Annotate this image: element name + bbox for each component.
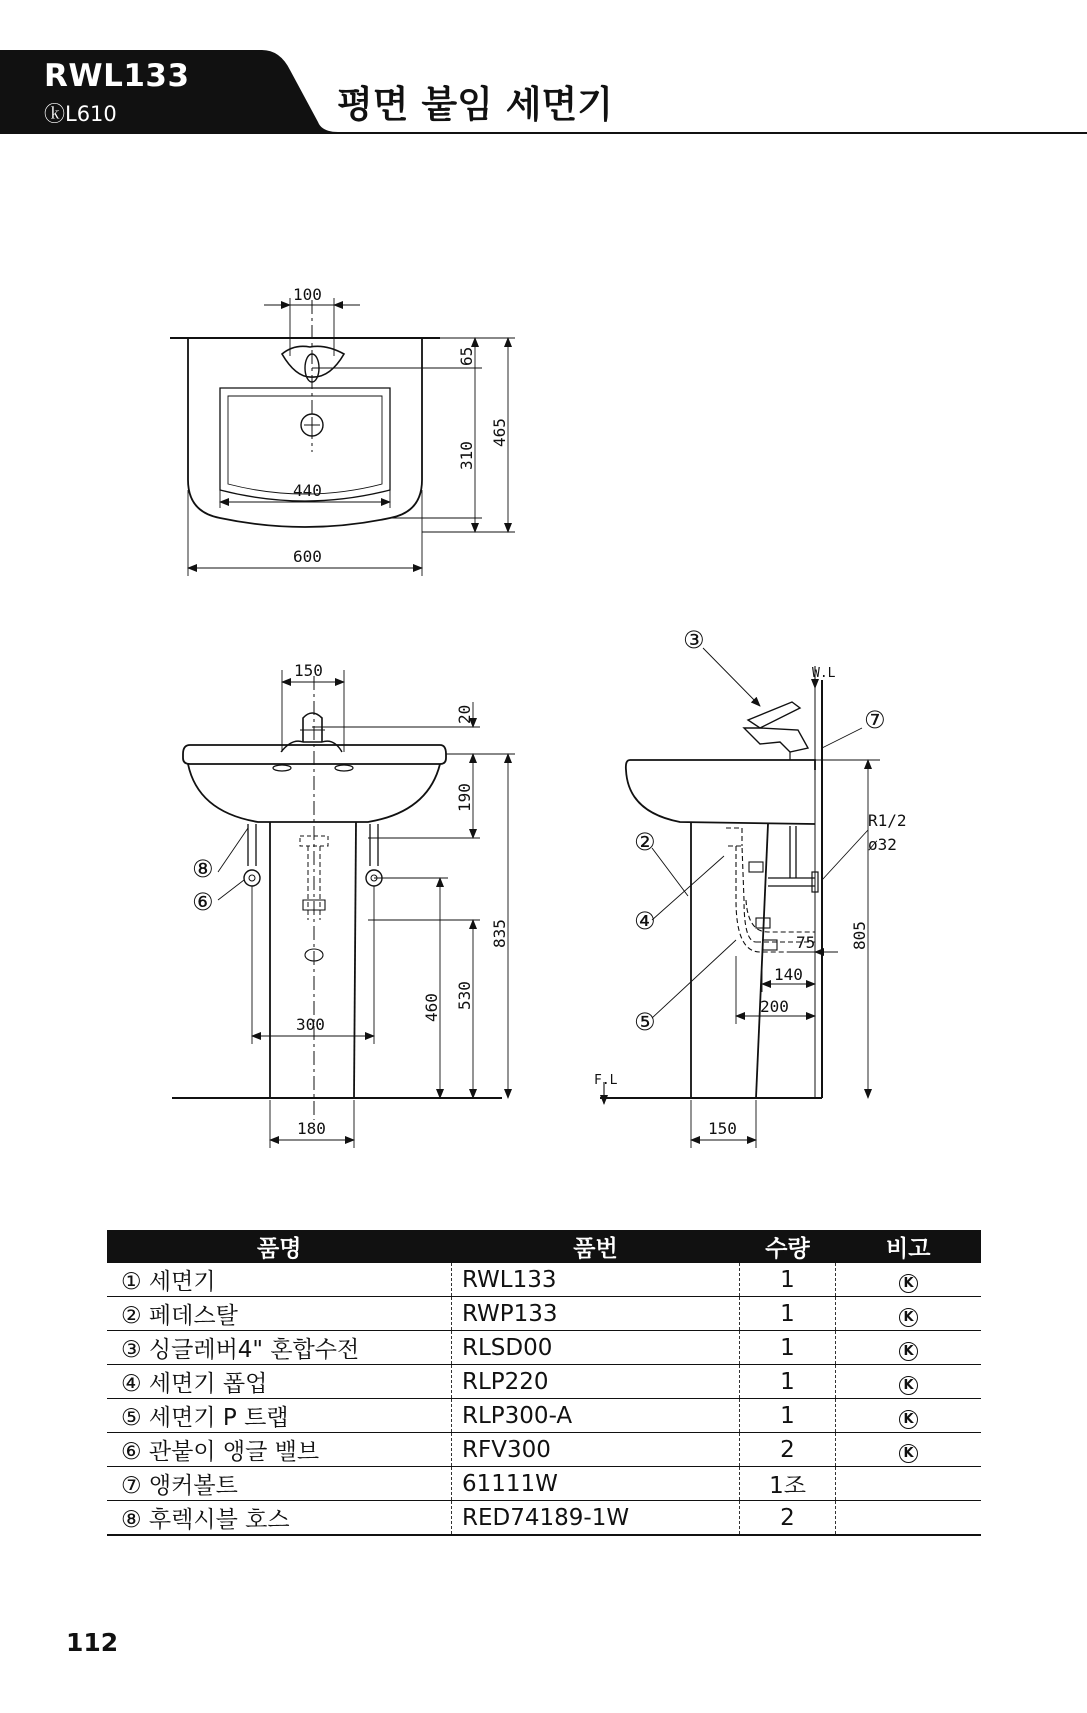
- dim-label: 460: [422, 993, 441, 1022]
- fl-label: F.L: [594, 1073, 618, 1088]
- front-view: [172, 670, 515, 1148]
- table-row: [107, 1331, 981, 1365]
- model-subcode: ⓚL610: [44, 102, 117, 126]
- part-code: RED74189-1W: [452, 1501, 740, 1536]
- part-qty: 2: [740, 1433, 836, 1467]
- part-code: RLSD00: [452, 1331, 740, 1365]
- plan-view: [170, 298, 515, 576]
- kc-mark-icon: K: [899, 1274, 918, 1293]
- table-row: [107, 1263, 981, 1297]
- part-qty: 2: [740, 1501, 836, 1536]
- part-name: ④ 세면기 폽업: [107, 1365, 452, 1399]
- part-code: RWL133: [452, 1263, 740, 1297]
- table-row: [107, 1365, 981, 1399]
- dim-label: 600: [293, 547, 322, 566]
- dim-label: 440: [293, 481, 322, 500]
- dim-label: 75: [796, 933, 816, 952]
- dim-label: 465: [490, 418, 509, 447]
- kc-mark-icon: K: [899, 1308, 918, 1327]
- col-header-qty: 수량: [740, 1230, 836, 1263]
- kc-mark-icon: K: [899, 1376, 918, 1395]
- part-qty: 1: [740, 1365, 836, 1399]
- part-code: 61111W: [452, 1467, 740, 1501]
- dim-label: 20: [455, 704, 474, 724]
- dim-label: 180: [297, 1119, 326, 1138]
- callout-4: ④: [634, 907, 656, 935]
- thread-label: R1/2: [868, 811, 907, 830]
- col-header-name: 품명: [107, 1230, 452, 1263]
- part-name: ⑦ 앵커볼트: [107, 1467, 452, 1501]
- part-code: RFV300: [452, 1433, 740, 1467]
- callout-6: ⑥: [192, 888, 214, 916]
- col-header-code: 품번: [452, 1230, 740, 1263]
- part-name: ⑤ 세면기 P 트랩: [107, 1399, 452, 1433]
- part-qty: 1: [740, 1263, 836, 1297]
- dim-label: 140: [774, 965, 803, 984]
- part-code: RLP220: [452, 1365, 740, 1399]
- kc-mark-icon: K: [899, 1444, 918, 1463]
- col-header-note: 비고: [836, 1230, 982, 1263]
- part-qty: 1조: [740, 1467, 836, 1501]
- part-name: ⑧ 후렉시블 호스: [107, 1501, 452, 1536]
- dim-label: 835: [490, 919, 509, 948]
- dim-label: 805: [850, 921, 869, 950]
- dim-label: 300: [296, 1015, 325, 1034]
- dim-label: 200: [760, 997, 789, 1016]
- callout-8: ⑧: [192, 855, 214, 883]
- side-view: [600, 648, 880, 1148]
- pipe-dia-label: ø32: [868, 835, 897, 854]
- table-row: [107, 1501, 981, 1536]
- callout-7: ⑦: [864, 706, 886, 734]
- callout-3: ③: [683, 626, 705, 654]
- part-name: ③ 싱글레버4" 혼합수전: [107, 1331, 452, 1365]
- part-name: ⑥ 관붙이 앵글 밸브: [107, 1433, 452, 1467]
- kc-mark-icon: K: [899, 1410, 918, 1429]
- table-row: [107, 1297, 981, 1331]
- dim-label: 150: [294, 661, 323, 680]
- table-header-row: [107, 1230, 981, 1263]
- dim-label: 65: [457, 346, 476, 366]
- parts-table: [107, 1230, 981, 1536]
- dim-label: 530: [455, 981, 474, 1010]
- kc-mark-icon: K: [899, 1342, 918, 1361]
- dim-label: 100: [293, 285, 322, 304]
- dim-label: 150: [708, 1119, 737, 1138]
- table-row: [107, 1399, 981, 1433]
- dim-label: 190: [455, 783, 474, 812]
- table-row: [107, 1467, 981, 1501]
- part-name: ① 세면기: [107, 1263, 452, 1297]
- table-row: [107, 1433, 981, 1467]
- part-name: ② 페데스탈: [107, 1297, 452, 1331]
- part-code: RLP300-A: [452, 1399, 740, 1433]
- page-number: 112: [66, 1628, 119, 1657]
- model-code: RWL133: [44, 58, 190, 94]
- part-code: RWP133: [452, 1297, 740, 1331]
- page-title: 평면 붙임 세면기: [337, 83, 613, 126]
- callout-2: ②: [634, 828, 656, 856]
- part-qty: 1: [740, 1399, 836, 1433]
- dim-label: 310: [457, 441, 476, 470]
- wl-label: W.L: [812, 666, 836, 681]
- callout-5: ⑤: [634, 1008, 656, 1036]
- part-qty: 1: [740, 1297, 836, 1331]
- part-qty: 1: [740, 1331, 836, 1365]
